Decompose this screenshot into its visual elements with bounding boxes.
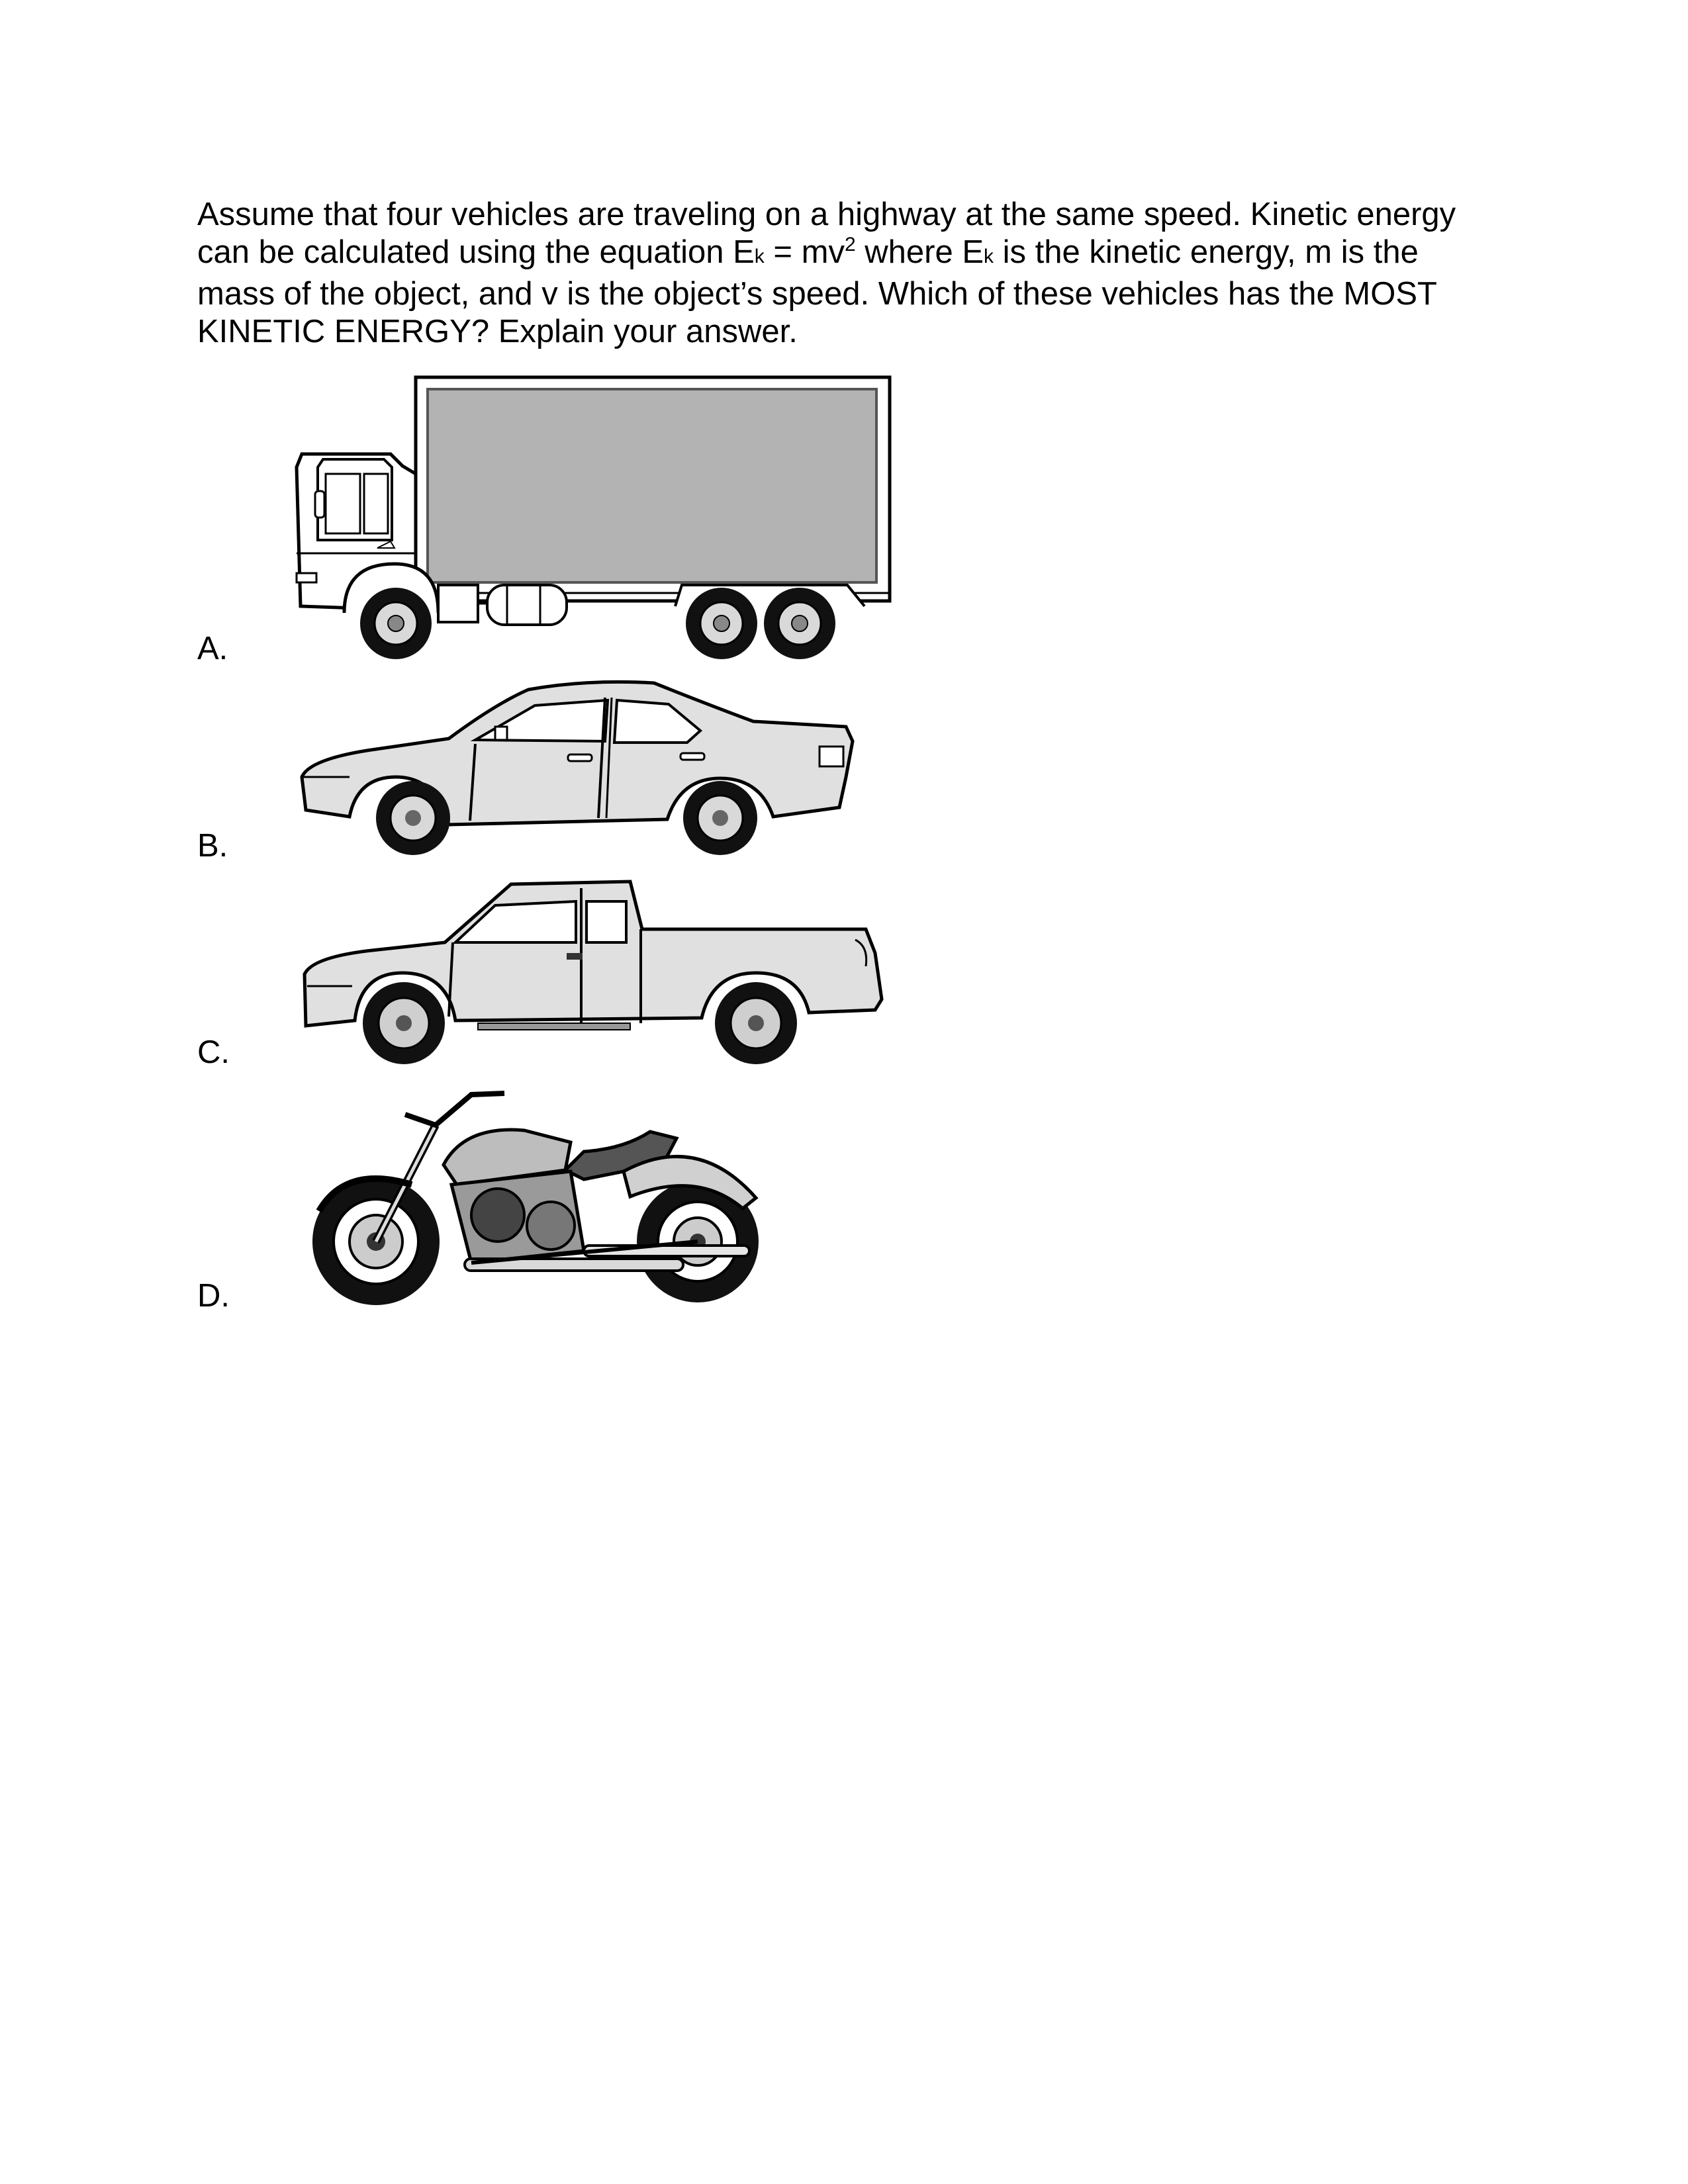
question-part-1: Assume that four vehicles are traveling on a highway at the same speed. Kinetic energy can be calculated using the equation E [197,197,1456,270]
choice-label-c: C. [197,1034,230,1070]
superscript-2: 2 [844,234,856,255]
choice-label-b: B. [197,828,228,864]
subscript-k-2: k [984,246,994,267]
sedan-car-icon [297,678,861,862]
question-text [197,196,1495,351]
question-part-3: where E [855,234,984,270]
choice-label-a: A. [197,631,228,666]
subscript-k-1: k [754,246,765,267]
question-part-4: is the kinetic energy, m is the mass of the object, and v is the object’s speed. Which of these vehicles has the MOST KINETIC ENERGY? Explain your answer. [197,234,1437,349]
motorcycle-icon [306,1085,777,1308]
pickup-truck-icon [299,874,895,1069]
box-truck-icon [291,375,894,662]
choice-label-d: D. [197,1278,230,1314]
question-part-2: = mv [764,234,845,270]
